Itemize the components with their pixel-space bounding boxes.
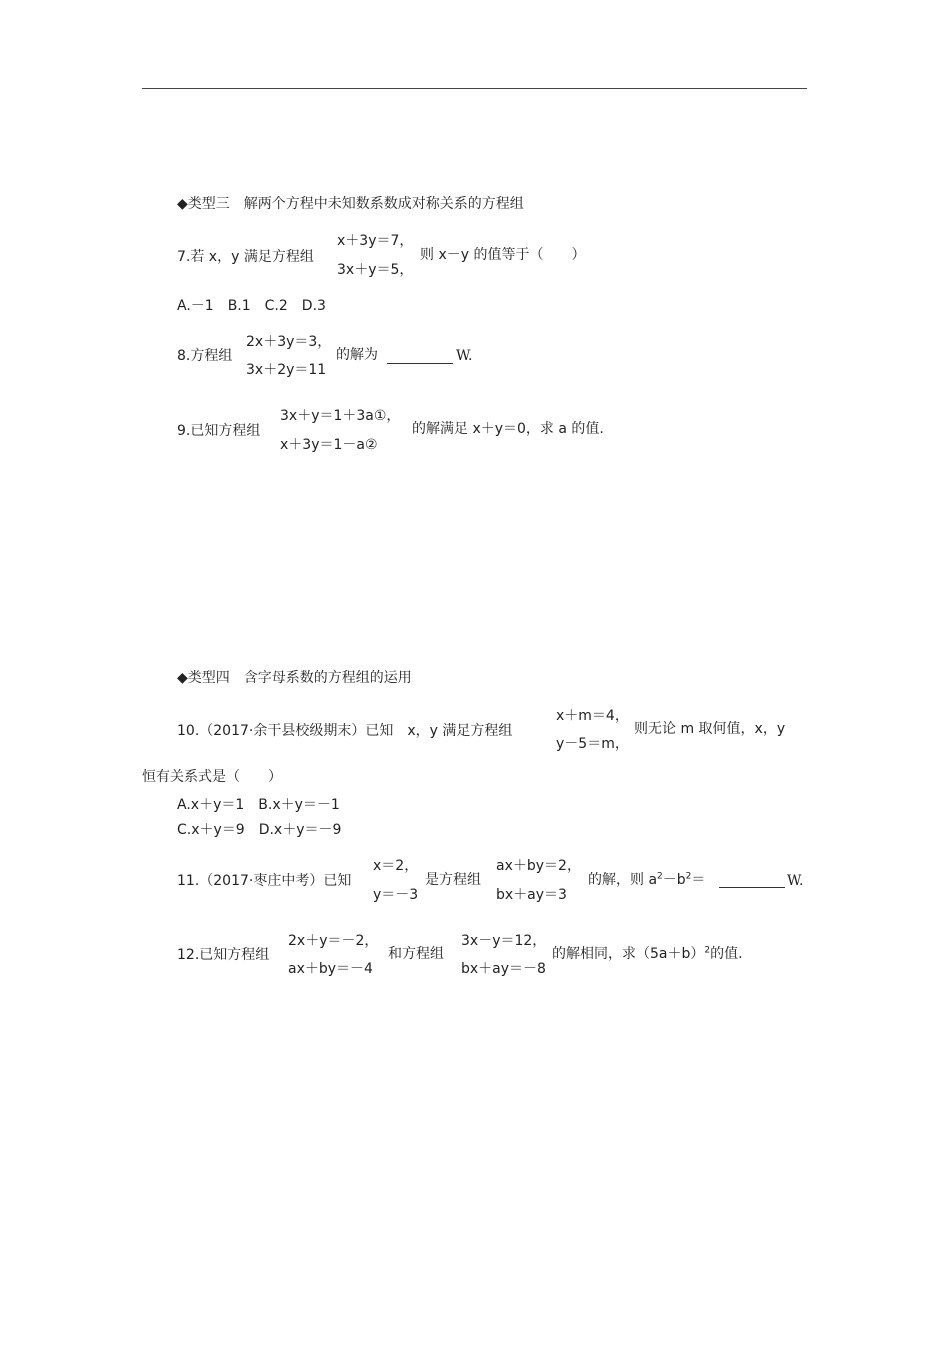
section-heading-type4: ◆类型四 含字母系数的方程组的运用 bbox=[177, 670, 412, 686]
question-7-options: A.－1 B.1 C.2 D.3 bbox=[177, 298, 326, 314]
question-10-options-row-1: A.x＋y＝1 B.x＋y＝－1 bbox=[177, 797, 340, 813]
question-11-answer-blank bbox=[719, 887, 785, 888]
question-11-prefix: 11.（2017·枣庄中考）已知 bbox=[177, 873, 352, 889]
question-12-prefix: 12.已知方程组 bbox=[177, 947, 270, 963]
question-11-exponent-1: 2 bbox=[657, 871, 663, 882]
question-9-prefix: 9.已知方程组 bbox=[177, 423, 261, 439]
question-11-equation-1: ax＋by＝2， bbox=[496, 858, 581, 874]
question-10-equation-2: y－5＝m， bbox=[556, 736, 629, 752]
question-12-equation-4: bx＋ay＝－8 bbox=[461, 961, 546, 977]
question-8-equation-2: 3x＋2y＝11 bbox=[246, 362, 327, 378]
question-12-mid: 和方程组 bbox=[388, 946, 444, 962]
question-12-suffix-b: 的值. bbox=[710, 946, 743, 962]
question-11-tail: W. bbox=[787, 873, 804, 889]
question-11-mid: 是方程组 bbox=[425, 872, 481, 888]
question-12-suffix-a: 的解相同，求（5a＋b） bbox=[552, 946, 705, 962]
question-8-prefix: 8.方程组 bbox=[177, 348, 233, 364]
question-8-tail: W. bbox=[456, 348, 473, 364]
question-11-solution-y: y＝－3 bbox=[373, 887, 419, 903]
question-11-suffix-c: ＝ bbox=[691, 872, 706, 888]
header-rule bbox=[142, 88, 807, 89]
question-11-exponent-2: 2 bbox=[685, 871, 692, 882]
question-12-equation-3: 3x－y＝12， bbox=[461, 933, 547, 949]
section-heading-type3: ◆类型三 解两个方程中未知数系数成对称关系的方程组 bbox=[177, 196, 524, 212]
question-12-equation-2: ax＋by＝－4 bbox=[288, 961, 373, 977]
question-12-suffix bbox=[552, 945, 743, 963]
question-7-prefix: 7.若 x，y 满足方程组 bbox=[177, 249, 314, 265]
question-8-answer-blank bbox=[387, 363, 453, 364]
question-7-equation-1: x＋3y＝7， bbox=[337, 233, 414, 249]
question-11-equation-2: bx＋ay＝3 bbox=[496, 887, 567, 903]
question-10-line-2: 恒有关系式是（ ） bbox=[142, 769, 282, 785]
question-10-suffix: 则无论 m 取何值，x，y bbox=[634, 721, 786, 737]
question-8-suffix: 的解为 bbox=[336, 347, 378, 363]
question-10-equation-1: x＋m＝4， bbox=[556, 708, 629, 724]
question-11-suffix bbox=[588, 871, 705, 889]
question-9-suffix: 的解满足 x＋y＝0，求 a 的值. bbox=[412, 421, 604, 437]
question-9-equation-1: 3x＋y＝1＋3a①， bbox=[280, 408, 401, 424]
question-8-equation-1: 2x＋3y＝3， bbox=[246, 334, 332, 350]
question-11-suffix-a: 的解，则 a bbox=[588, 872, 658, 888]
question-10-prefix: 10.（2017·余干县校级期末）已知 x，y 满足方程组 bbox=[177, 723, 513, 739]
question-12-equation-1: 2x＋y＝－2， bbox=[288, 933, 379, 949]
question-11-suffix-b: －b bbox=[662, 872, 686, 888]
question-9-equation-2: x＋3y＝1－a② bbox=[280, 437, 378, 453]
question-11-solution-x: x＝2， bbox=[373, 858, 419, 874]
question-12-exponent: 2 bbox=[704, 945, 711, 956]
question-7-suffix: 则 x－y 的值等于（ ） bbox=[420, 247, 586, 263]
question-7-equation-2: 3x＋y＝5， bbox=[337, 262, 414, 278]
question-10-options-row-2: C.x＋y＝9 D.x＋y＝－9 bbox=[177, 822, 342, 838]
